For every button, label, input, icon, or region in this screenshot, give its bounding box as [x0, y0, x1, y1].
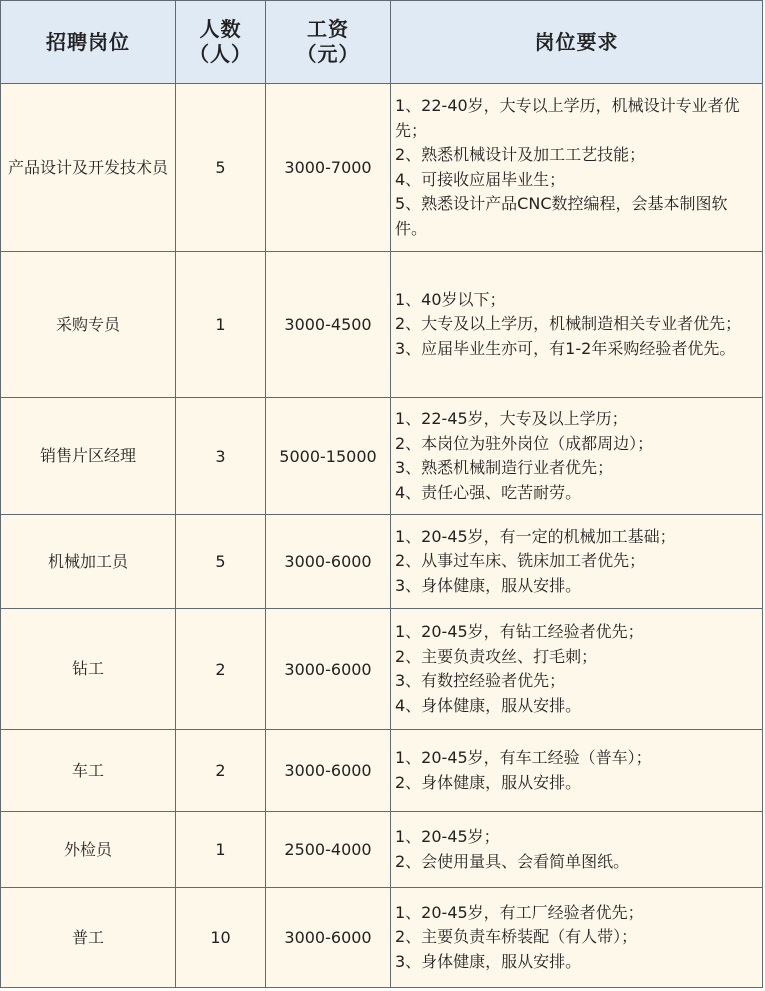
cell-count: 5 [176, 84, 266, 252]
table-row [1, 812, 763, 888]
table-row [1, 84, 763, 252]
requirement-item: 2、会使用量具、会看简单图纸。 [395, 851, 630, 871]
cell-salary: 3000-7000 [266, 84, 391, 252]
requirement-item: 2、主要负责攻丝、打毛刺； [395, 646, 598, 666]
cell-salary: 3000-6000 [266, 515, 391, 609]
cell-requirements [391, 84, 763, 252]
requirement-item: 4、身体健康，服从安排。 [395, 695, 582, 715]
requirement-item: 1、22-40岁，大专以上学历，机械设计专业者优先； [395, 96, 740, 140]
requirement-item: 4、可接收应届毕业生； [395, 169, 566, 189]
header-salary-line1: 工资 [307, 17, 349, 41]
requirement-item: 2、熟悉机械设计及加工工艺技能； [395, 145, 646, 164]
header-count-line1: 人数 [199, 17, 242, 41]
cell-salary: 3000-4500 [266, 252, 391, 398]
cell-salary: 2500-4000 [266, 812, 391, 888]
cell-count: 2 [176, 730, 266, 812]
requirement-item: 2、身体健康，服从安排。 [395, 772, 582, 792]
requirement-item: 1、20-45岁，有钻工经验者优先； [395, 622, 644, 641]
cell-requirements [391, 812, 763, 888]
requirement-item: 3、有数控经验者优先； [395, 671, 566, 690]
table-row [1, 252, 763, 398]
cell-count: 10 [176, 888, 266, 988]
header-count [176, 1, 266, 84]
table-row [1, 730, 763, 812]
table-row [1, 398, 763, 515]
cell-requirements [391, 398, 763, 515]
cell-salary: 3000-6000 [266, 730, 391, 812]
header-row [1, 1, 763, 84]
requirement-item: 4、责任心强、吃苦耐劳。 [395, 482, 582, 502]
header-requirements: 岗位要求 [391, 1, 763, 84]
cell-requirements [391, 730, 763, 812]
cell-count: 1 [176, 812, 266, 888]
header-count-line2: （人） [189, 42, 252, 66]
table-row [1, 888, 763, 988]
requirement-item: 1、20-45岁； [395, 827, 500, 846]
cell-requirements [391, 888, 763, 988]
requirement-item: 1、20-45岁，有工厂经验者优先； [395, 902, 644, 922]
table-row [1, 515, 763, 609]
cell-requirements [391, 609, 763, 730]
requirement-item: 5、熟悉设计产品CNC数控编程，会基本制图软件。 [395, 194, 728, 238]
requirement-item: 2、主要负责车桥装配（有人带）； [395, 927, 638, 947]
cell-position: 采购专员 [1, 252, 176, 398]
requirement-item: 2、本岗位为驻外岗位（成都周边）； [395, 433, 654, 453]
cell-position: 机械加工员 [1, 515, 176, 609]
cell-count: 5 [176, 515, 266, 609]
cell-position: 产品设计及开发技术员 [1, 84, 176, 252]
cell-position: 钻工 [1, 609, 176, 730]
requirement-item: 1、20-45岁，有一定的机械加工基础； [395, 526, 676, 546]
requirement-item: 3、身体健康，服从安排。 [395, 575, 582, 595]
table-row [1, 609, 763, 730]
requirement-item: 2、从事过车床、铣床加工者优先； [395, 551, 646, 571]
cell-salary: 3000-6000 [266, 888, 391, 988]
cell-count: 3 [176, 398, 266, 515]
cell-count: 2 [176, 609, 266, 730]
header-position: 招聘岗位 [1, 1, 176, 84]
requirement-item: 3、熟悉机械制造行业者优先； [395, 458, 614, 477]
requirement-item: 3、身体健康，服从安排。 [395, 951, 582, 971]
cell-position: 销售片区经理 [1, 398, 176, 515]
cell-position: 普工 [1, 888, 176, 988]
cell-position: 外检员 [1, 812, 176, 888]
header-salary [266, 1, 391, 84]
requirement-item: 1、20-45岁，有车工经验（普车）； [395, 748, 652, 767]
requirement-item: 2、大专及以上学历，机械制造相关专业者优先； [395, 314, 742, 334]
cell-salary: 5000-15000 [266, 398, 391, 515]
requirement-item: 3、应届毕业生亦可，有1-2年采购经验者优先。 [395, 338, 736, 358]
requirement-item: 1、40岁以下； [395, 289, 506, 309]
header-salary-line2: （元） [296, 42, 360, 66]
requirement-item: 1、22-45岁，大专及以上学历； [395, 409, 628, 428]
cell-salary: 3000-6000 [266, 609, 391, 730]
cell-count: 1 [176, 252, 266, 398]
cell-position: 车工 [1, 730, 176, 812]
cell-requirements [391, 515, 763, 609]
cell-requirements [391, 252, 763, 398]
